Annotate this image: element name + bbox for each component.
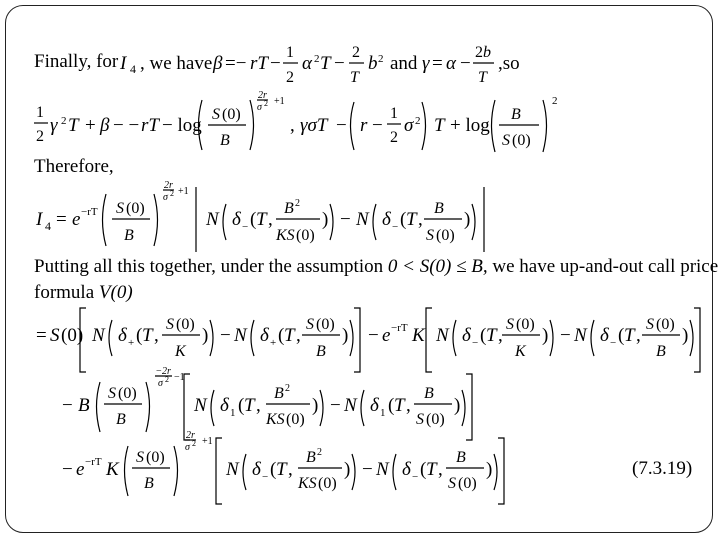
svg-text:(: ( [136,325,143,346]
svg-text:δ: δ [118,325,127,346]
svg-text:γσT: γσT [300,115,328,136]
svg-text:+: + [128,337,135,349]
svg-text:N: N [376,459,389,480]
svg-text:): ) [486,459,493,480]
svg-text:2: 2 [285,383,290,394]
equation-price-line-3 [62,430,504,504]
svg-text:T: T [624,325,635,346]
svg-text:2: 2 [378,53,384,65]
svg-text:+1: +1 [202,436,213,447]
svg-text:,: , [288,459,293,480]
svg-text:2r: 2r [186,430,195,441]
svg-text:(0): (0) [316,316,335,333]
svg-text:(0): (0) [176,316,195,333]
svg-text:−: − [472,337,479,349]
svg-text:+: + [270,337,277,349]
equation-I4 [35,180,484,252]
svg-text:rT: rT [250,53,268,74]
svg-text:S: S [50,325,60,346]
svg-text:−: − [340,209,351,230]
svg-text:1: 1 [390,105,398,122]
svg-text:B: B [511,106,521,123]
svg-text:T: T [142,325,153,346]
svg-text:−rT: −rT [85,456,102,468]
svg-text:B: B [284,200,294,217]
svg-text:S: S [166,316,174,333]
svg-text:): ) [454,395,461,416]
svg-text:,so: ,so [498,53,520,74]
equation-number: (7.3.19) [632,458,693,479]
svg-text:(0): (0) [61,325,84,346]
svg-text:K: K [515,343,526,360]
svg-text:2: 2 [264,99,268,108]
svg-text:(: ( [420,459,427,480]
svg-text:): ) [202,325,209,346]
svg-text:T: T [256,209,267,230]
svg-text:T: T [394,395,405,416]
svg-text:=: = [56,209,67,230]
svg-text:δ: δ [370,395,379,416]
svg-text:): ) [542,325,549,346]
formula-V0: V(0) [98,282,133,303]
svg-text:+1: +1 [274,96,285,107]
svg-text:−: − [62,459,73,480]
svg-text:β: β [100,115,110,136]
svg-text:,: , [418,209,423,230]
svg-text:σ: σ [163,192,168,203]
svg-text:T: T [350,69,359,86]
svg-text:2: 2 [352,44,360,61]
svg-text:I: I [120,53,127,74]
svg-text:S: S [116,200,124,217]
svg-text:(: ( [270,459,277,480]
svg-text:T: T [434,115,445,136]
svg-text:(: ( [480,325,487,346]
svg-text:B: B [656,343,666,360]
svg-text:(0): (0) [146,449,165,466]
svg-text:(0): (0) [296,227,315,244]
svg-text:B: B [78,395,90,416]
svg-text:B: B [220,132,230,149]
svg-text:4: 4 [130,62,136,76]
svg-text:S: S [426,227,434,244]
svg-text:T: T [68,115,79,136]
svg-text:−: − [412,471,419,483]
svg-text:B: B [124,227,134,244]
svg-text:B: B [306,449,316,466]
svg-text:−: − [610,337,617,349]
svg-text:2: 2 [552,95,558,107]
intro-prefix: Finally, for [34,51,119,72]
svg-text:2: 2 [61,115,67,127]
svg-text:2r: 2r [162,366,171,377]
svg-text:B: B [424,385,434,402]
svg-text:(0): (0) [436,227,455,244]
svg-text:N: N [436,325,449,346]
svg-text:B: B [144,475,154,492]
svg-text:T: T [478,69,487,86]
svg-text:(0): (0) [458,475,477,492]
svg-text:b: b [368,53,378,74]
svg-text:2: 2 [36,128,44,145]
svg-text:KS: KS [266,411,285,428]
svg-text:KS: KS [276,227,295,244]
svg-text:,: , [498,325,503,346]
svg-text:(0): (0) [512,132,531,149]
svg-text:S: S [306,316,314,333]
svg-text:(: ( [238,395,245,416]
svg-text:−: − [460,53,471,74]
svg-text:T: T [244,395,255,416]
together-condition: 0 < S(0) ≤ B, [387,256,488,277]
svg-text:−: − [392,221,399,233]
equation-line-1 [119,44,520,86]
svg-text:S: S [108,385,116,402]
svg-text:δ: δ [252,459,261,480]
formula-word: formula [34,282,95,303]
svg-text:): ) [682,325,689,346]
svg-text:1: 1 [286,44,294,61]
svg-text:e: e [72,209,81,230]
svg-text:2: 2 [314,53,320,65]
svg-text:δ: δ [462,325,471,346]
svg-text:T: T [284,325,295,346]
svg-text:B: B [316,343,326,360]
svg-text:B: B [434,200,444,217]
svg-text:T: T [406,209,417,230]
svg-text:−: − [62,395,73,416]
svg-text:+ log: + log [450,115,490,136]
together-line-1-start: Putting all this together, under the assumption [34,256,384,277]
svg-text:,: , [154,325,159,346]
svg-text:−: − [330,395,341,416]
svg-text:(0): (0) [118,385,137,402]
svg-text:K: K [175,343,186,360]
svg-text:− log: − log [162,115,202,136]
svg-text:2: 2 [415,115,421,127]
equation-price-line-2 [62,366,472,440]
svg-text:1: 1 [36,104,44,121]
svg-text:T: T [320,53,331,74]
svg-text:=: = [432,53,443,74]
svg-text:−: − [334,53,345,74]
svg-text:δ: δ [260,325,269,346]
svg-text:+1: +1 [178,186,189,197]
svg-text:=−: =− [225,53,247,74]
svg-text:σ: σ [257,102,262,113]
svg-text:N: N [194,395,207,416]
svg-text:α: α [302,53,312,74]
svg-text:σ: σ [404,115,414,136]
svg-text:rT: rT [141,115,159,136]
svg-text:): ) [344,459,351,480]
svg-text:N: N [92,325,105,346]
svg-text:(: ( [278,325,285,346]
svg-text:KS: KS [298,475,317,492]
svg-text:+: + [85,115,96,136]
svg-text:B: B [116,411,126,428]
svg-text:): ) [342,325,349,346]
svg-text:−1: −1 [174,372,185,383]
svg-text:, we have: , we have [140,53,213,74]
svg-text:−: − [242,221,249,233]
svg-text:−rT: −rT [81,206,98,218]
svg-text:,: , [296,325,301,346]
svg-text:γ: γ [50,115,58,136]
svg-text:N: N [234,325,247,346]
svg-text:,: , [268,209,273,230]
svg-text:(0): (0) [222,106,241,123]
svg-text:(0): (0) [656,316,675,333]
svg-text:α: α [446,53,456,74]
svg-text:e: e [382,325,391,346]
therefore-text: Therefore, [34,156,114,177]
svg-text:4: 4 [45,219,51,233]
svg-text:−: − [156,366,162,377]
svg-text:1: 1 [230,407,236,419]
svg-text:B: B [274,385,284,402]
svg-text:(: ( [250,209,257,230]
svg-text:δ: δ [600,325,609,346]
svg-text:−: − [336,115,347,136]
svg-text:T: T [486,325,497,346]
svg-text:(0): (0) [516,316,535,333]
svg-text:2: 2 [390,129,398,146]
svg-text:I: I [36,209,43,230]
svg-text:N: N [356,209,369,230]
svg-text:N: N [574,325,587,346]
svg-text:−: − [560,325,571,346]
svg-text:S: S [506,316,514,333]
svg-text:β: β [213,53,223,74]
svg-text:2: 2 [192,439,196,448]
svg-text:=: = [36,325,47,346]
svg-text:−: − [262,471,269,483]
svg-text:2: 2 [475,44,483,61]
svg-text:): ) [312,395,319,416]
svg-text:(0): (0) [426,411,445,428]
svg-text:(: ( [388,395,395,416]
svg-text:,: , [290,115,295,136]
svg-text:,: , [256,395,261,416]
svg-text:B: B [456,449,466,466]
svg-text:b: b [483,44,491,61]
svg-text:S: S [212,106,220,123]
svg-text:−: − [220,325,231,346]
svg-text:−: − [270,53,281,74]
svg-text:2: 2 [295,198,300,209]
equation-line-2 [34,90,558,152]
svg-text:S: S [646,316,654,333]
svg-text:N: N [206,209,219,230]
svg-text:r: r [360,115,368,136]
svg-text:−: − [368,325,379,346]
together-line-1-end: we have up-and-out call price [492,256,719,277]
svg-text:and: and [390,53,418,74]
svg-text:−rT: −rT [391,322,408,334]
svg-text:K: K [106,459,119,480]
svg-text:2: 2 [170,189,174,198]
svg-text:1: 1 [380,407,386,419]
svg-text:2r: 2r [164,180,173,191]
svg-text:,: , [406,395,411,416]
svg-text:σ: σ [185,442,190,453]
svg-text:): ) [464,209,471,230]
svg-text:S: S [136,449,144,466]
svg-text:N: N [344,395,357,416]
svg-text:(0): (0) [126,200,145,217]
svg-text:−: − [372,115,383,136]
svg-text:(0): (0) [286,411,305,428]
svg-text:2: 2 [317,447,322,458]
svg-text:δ: δ [232,209,241,230]
svg-text:δ: δ [220,395,229,416]
svg-text:2: 2 [286,69,294,86]
svg-text:T: T [426,459,437,480]
svg-text:T: T [276,459,287,480]
svg-text:K: K [412,325,425,346]
svg-text:S: S [416,411,424,428]
equation-price-line-1 [36,308,700,372]
svg-text:): ) [322,209,329,230]
svg-text:2: 2 [165,375,169,384]
svg-text:S: S [448,475,456,492]
svg-text:N: N [226,459,239,480]
svg-text:γ: γ [422,53,430,74]
svg-text:e: e [76,459,85,480]
svg-text:(: ( [400,209,407,230]
svg-text:σ: σ [158,378,163,389]
svg-text:δ: δ [402,459,411,480]
svg-text:− −: − − [113,115,140,136]
svg-text:(: ( [618,325,625,346]
svg-text:,: , [636,325,641,346]
svg-text:2r: 2r [258,90,267,101]
svg-text:(0): (0) [318,475,337,492]
svg-text:−: − [362,459,373,480]
svg-text:S: S [502,132,510,149]
svg-text:,: , [438,459,443,480]
svg-text:δ: δ [382,209,391,230]
